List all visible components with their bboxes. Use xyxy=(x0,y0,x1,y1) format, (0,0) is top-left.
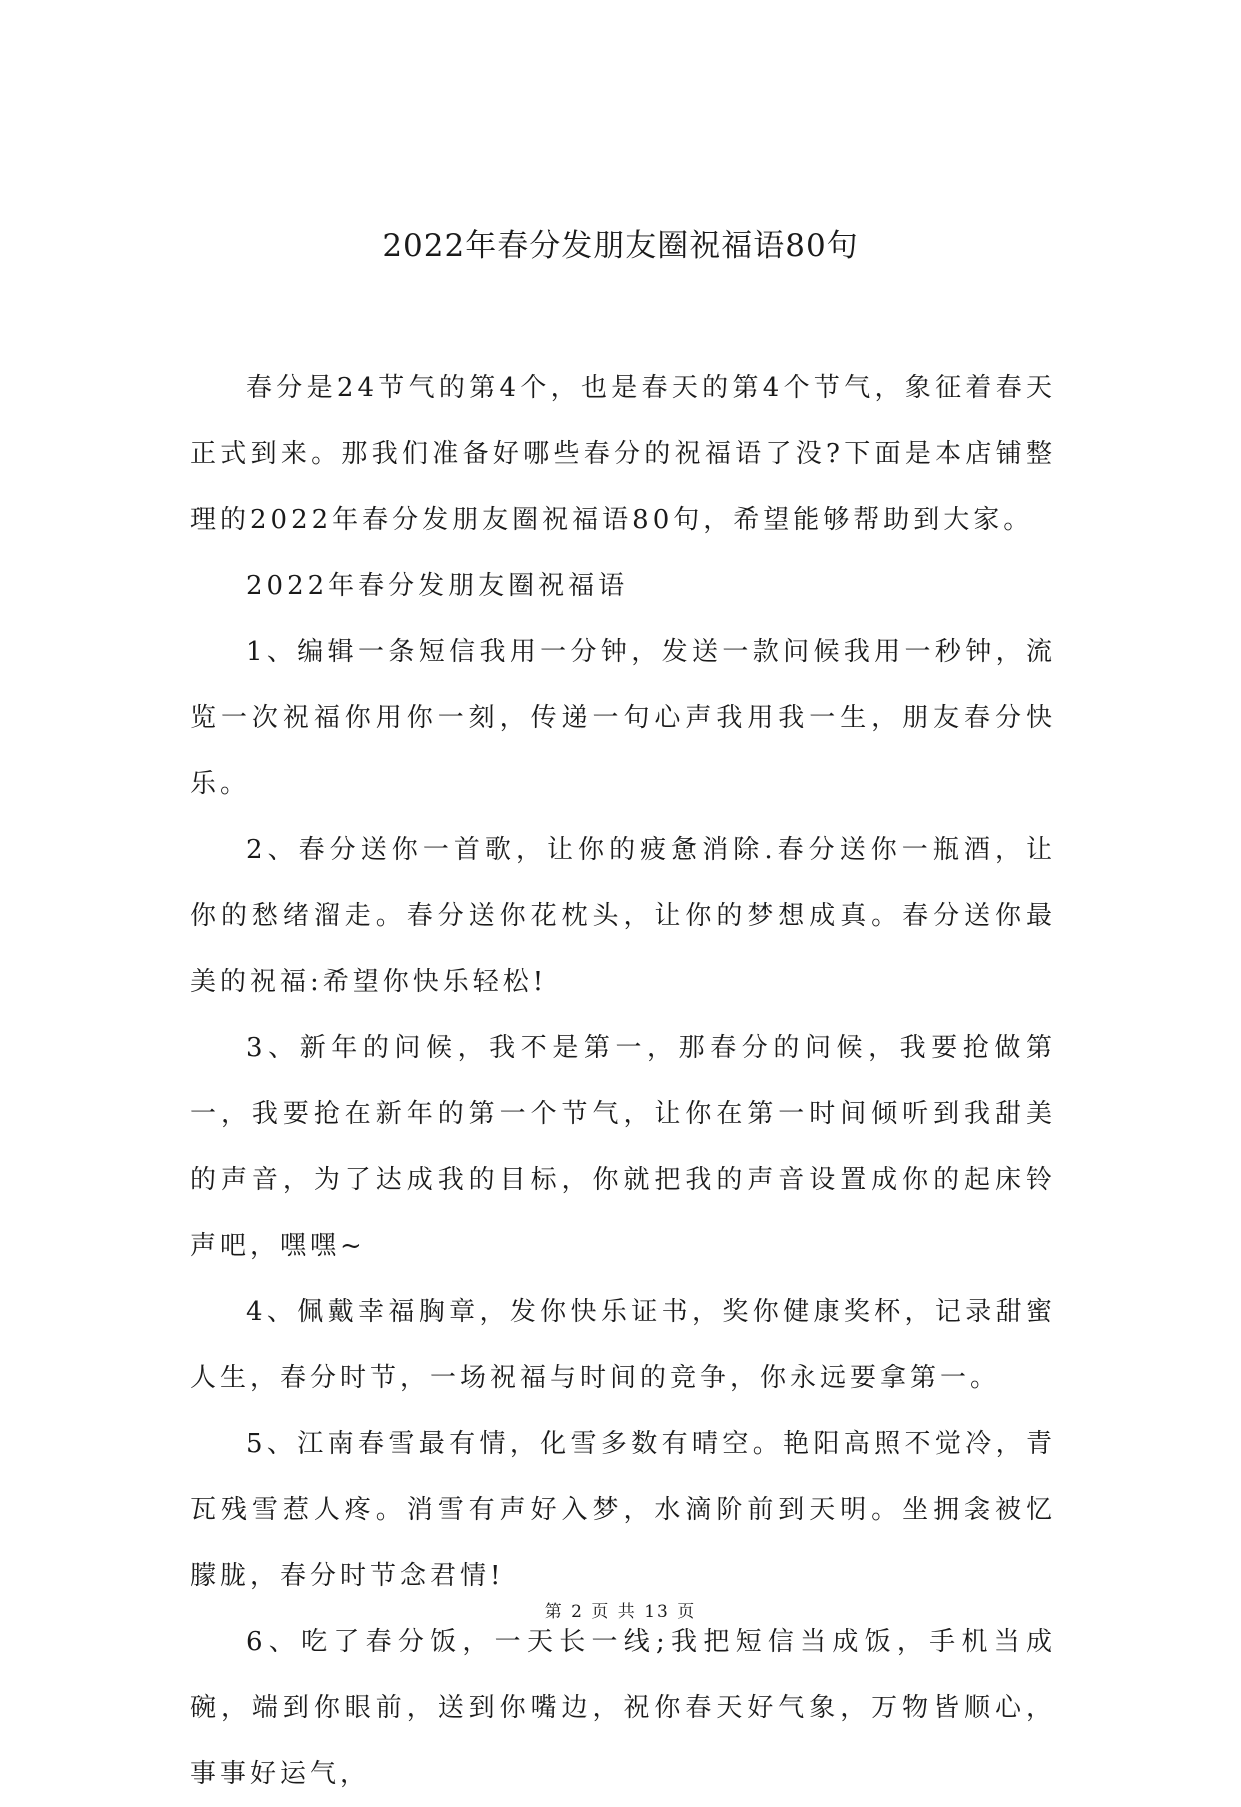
greeting-paragraph: 3、新年的问候，我不是第一，那春分的问候，我要抢做第一，我要抢在新年的第一个节气，让你在第一时间倾听到我甜美的声音，为了达成我的目标，你就把我的声音设置成你的起床铃声吧，嘿嘿~ xyxy=(190,1033,1056,1261)
greeting-paragraph: 6、吃了春分饭，一天长一线;我把短信当成饭，手机当成碗，端到你眼前，送到你嘴边，祝你春天好气象，万物皆顺心，事事好运气， xyxy=(190,1627,1056,1789)
greeting-paragraph: 1、编辑一条短信我用一分钟，发送一款问候我用一秒钟，流览一次祝福你用你一刻，传递一句心声我用我一生，朋友春分快乐。 xyxy=(190,637,1056,799)
section-heading: 2022年春分发朋友圈祝福语 xyxy=(246,571,629,601)
document-body xyxy=(190,355,1056,1807)
greeting-paragraph: 2、春分送你一首歌，让你的疲惫消除.春分送你一瓶酒，让你的愁绪溜走。春分送你花枕头，让你的梦想成真。春分送你最美的祝福:希望你快乐轻松! xyxy=(190,835,1056,997)
document-title: 2022年春分发朋友圈祝福语80句 xyxy=(382,228,859,264)
greeting-paragraph: 4、佩戴幸福胸章，发你快乐证书，奖你健康奖杯，记录甜蜜人生，春分时节，一场祝福与时间的竞争，你永远要拿第一。 xyxy=(190,1297,1056,1393)
intro-paragraph: 春分是24节气的第4个，也是春天的第4个节气，象征着春天正式到来。那我们准备好哪些春分的祝福语了没?下面是本店铺整理的2022年春分发朋友圈祝福语80句，希望能够帮助到大家。 xyxy=(190,373,1056,535)
page-number: 第 2 页 共 13 页 xyxy=(544,1602,697,1622)
greeting-paragraph: 5、江南春雪最有情，化雪多数有晴空。艳阳高照不觉冷，青瓦残雪惹人疼。消雪有声好入梦，水滴阶前到天明。坐拥衾被忆朦胧，春分时节念君情! xyxy=(190,1429,1056,1591)
